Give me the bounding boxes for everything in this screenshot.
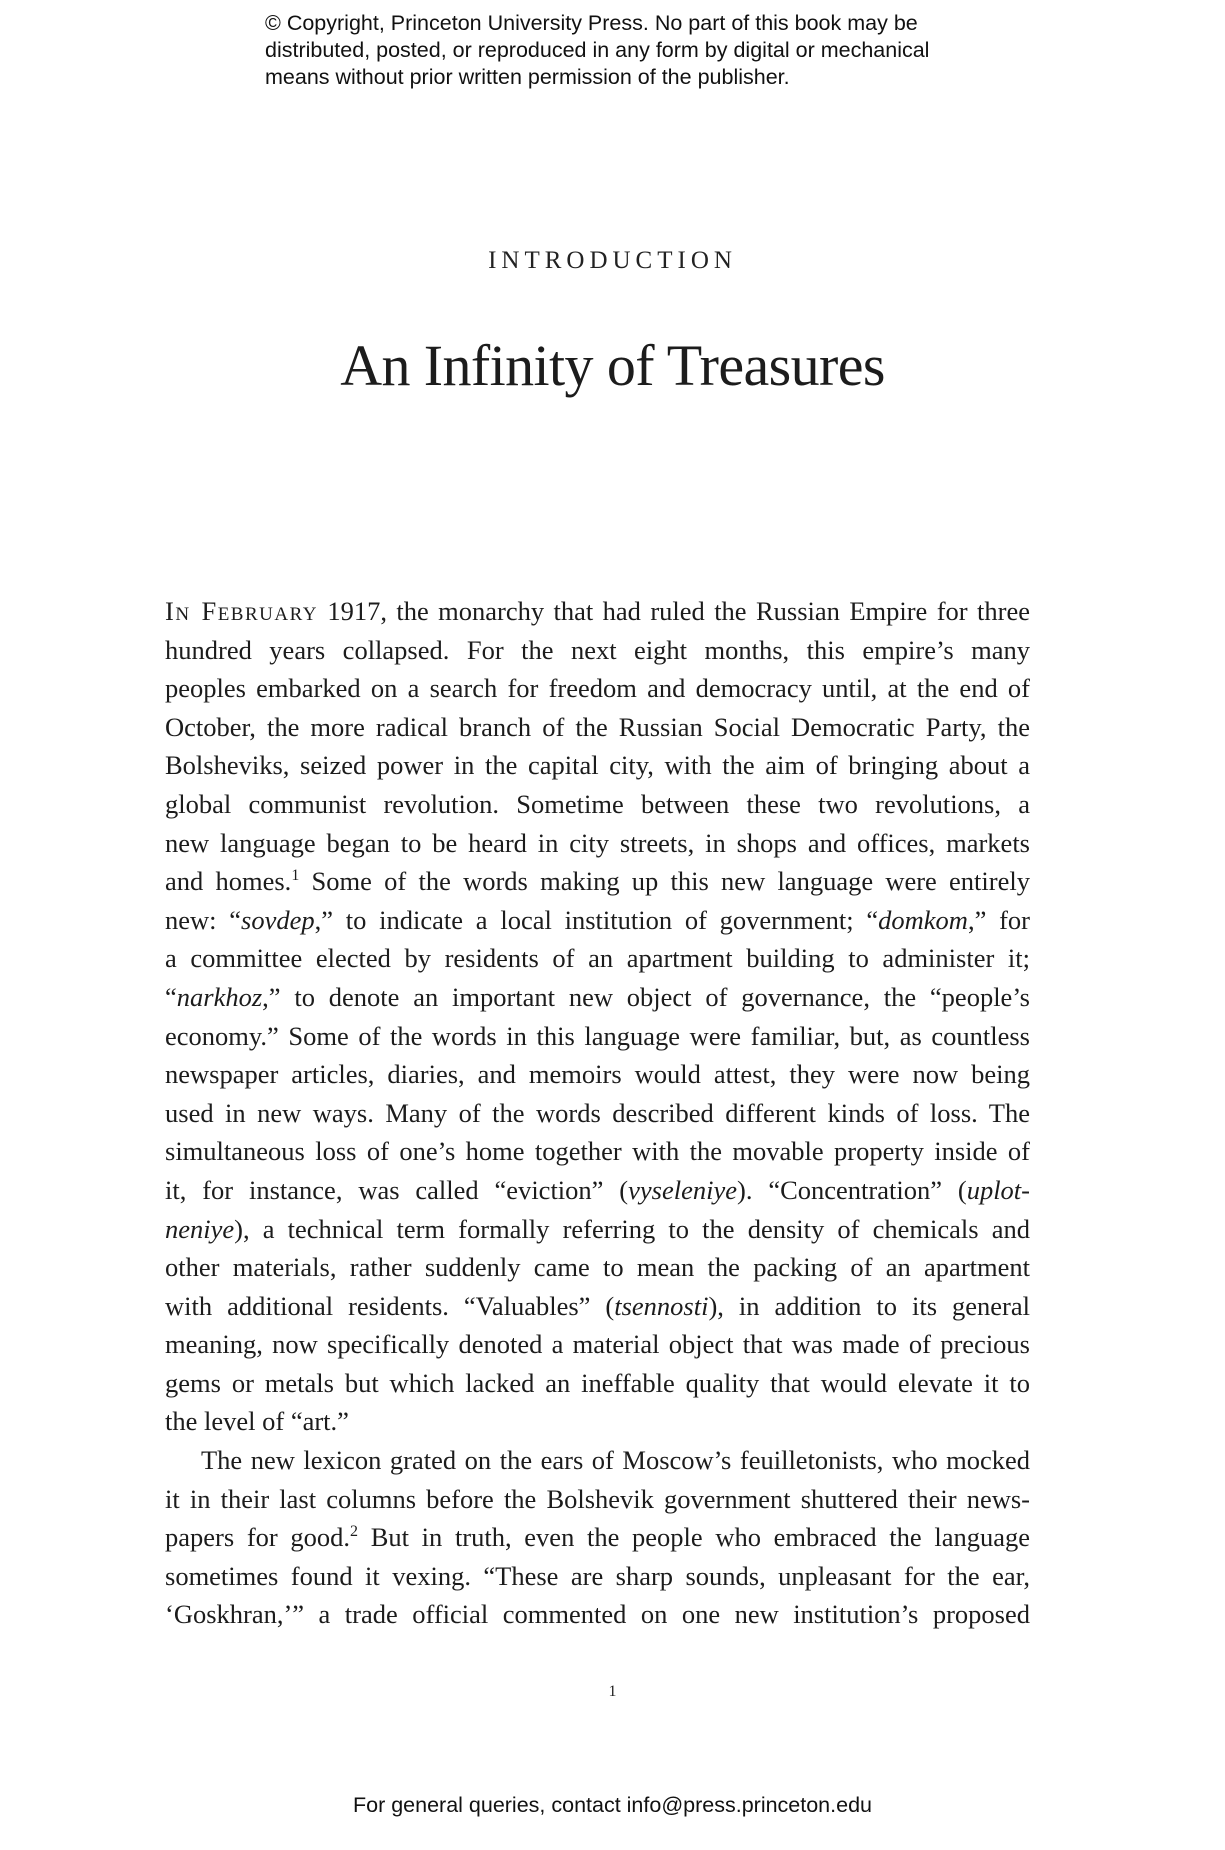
text-line [165, 592, 1030, 631]
text-span: “ [165, 981, 177, 1012]
text-line: peoples embarked on a search for freedom and democracy until, at the end of [165, 673, 1030, 704]
text-line [165, 1171, 1030, 1210]
text-span: new: “ [165, 904, 242, 935]
text-line: hundred years collapsed. For the next eight months, this empire’s many [165, 634, 1030, 665]
text-line [165, 1518, 1030, 1557]
text-span: ,” for [967, 904, 1030, 935]
italic-term: domkom [878, 904, 968, 935]
italic-term: vyseleniye [628, 1174, 738, 1205]
page-number: 1 [608, 1683, 617, 1700]
text-span: ), a technical term formally referring to the density of chemicals and [234, 1213, 1030, 1244]
text-line: other materials, rather suddenly came to mean the packing of an apartment [165, 1252, 1030, 1283]
text-span: and homes. [165, 866, 292, 897]
text-line [165, 978, 1030, 1017]
text-line: the level of “art.” [165, 1406, 349, 1437]
text-span: ). “Concentration” ( [737, 1174, 967, 1205]
copyright-line: © Copyright, Princeton University Press. No part of this book may be [265, 11, 918, 35]
text-line: it in their last columns before the Bolshevik government shuttered their news- [165, 1483, 1030, 1514]
footnote-marker: 1 [291, 867, 300, 885]
footer-contact: For general queries, contact info@press.princeton.edu [352, 1793, 872, 1817]
copyright-notice [265, 10, 1025, 91]
text-line: ‘Goskhran,’” a trade official commented on one new institution’s proposed [165, 1599, 1030, 1630]
italic-term: sovdep [241, 904, 315, 935]
chapter-label: INTRODUCTION [488, 247, 737, 274]
paragraph-2 [165, 1441, 1030, 1634]
text-line: The new lexicon grated on the ears of Moscow’s feuilletonists, who mocked [201, 1445, 1030, 1476]
text-line: a committee elected by residents of an apartment building to administer it; [165, 943, 1030, 974]
text-span: ,” to indicate a local institution of government; “ [314, 904, 879, 935]
text-span: But in truth, even the people who embraced the language [358, 1522, 1030, 1553]
italic-term: narkhoz [176, 981, 263, 1012]
text-span: with additional residents. “Valuables” ( [165, 1290, 615, 1321]
text-line: global communist revolution. Sometime between these two revolutions, a [165, 788, 1030, 819]
text-line: used in new ways. Many of the words described different kinds of loss. The [165, 1097, 1030, 1128]
text-span: it, for instance, was called “eviction” ( [165, 1174, 629, 1205]
chapter-title: An Infinity of Treasures [340, 333, 885, 398]
text-line [165, 1287, 1030, 1326]
text-span: 1917, the monarchy that had ruled the Russian Empire for three [317, 596, 1030, 626]
copyright-line: means without prior written permission of the publisher. [265, 65, 790, 89]
text-line: new language began to be heard in city streets, in shops and offices, markets [165, 827, 1030, 858]
text-line: meaning, now specifically denoted a material object that was made of precious [165, 1329, 1030, 1360]
text-line: economy.” Some of the words in this language were familiar, but, as countless [165, 1020, 1030, 1051]
text-line [165, 862, 1030, 901]
text-span: papers for good. [165, 1522, 351, 1553]
text-line: Bolsheviks, seized power in the capital city, with the aim of bringing about a [165, 750, 1030, 781]
text-line [165, 901, 1030, 940]
copyright-line: distributed, posted, or reproduced in any form by digital or mechanical [265, 38, 930, 62]
footnote-marker: 2 [350, 1523, 359, 1541]
text-line: newspaper articles, diaries, and memoirs would attest, they were now being [165, 1059, 1030, 1090]
text-line: October, the more radical branch of the Russian Social Democratic Party, the [165, 711, 1030, 742]
text-line: gems or metals but which lacked an ineffable quality that would elevate it to [165, 1367, 1030, 1398]
text-span: ,” to denote an important new object of governance, the “people’s [262, 981, 1030, 1012]
text-span: ), in addition to its general [708, 1290, 1030, 1321]
paragraph-1 [165, 592, 1030, 1441]
text-line [165, 1210, 1030, 1249]
text-line: sometimes found it vexing. “These are sharp sounds, unpleasant for the ear, [165, 1560, 1030, 1591]
italic-term: tsennosti [614, 1290, 709, 1321]
italic-term: uplot- [966, 1174, 1030, 1205]
italic-term: neniye [165, 1213, 235, 1244]
small-caps-opening: In February [165, 596, 318, 626]
text-line: simultaneous loss of one’s home together with the movable property inside of [165, 1136, 1030, 1167]
body-text [165, 592, 1030, 1634]
text-span: Some of the words making up this new language were entirely [299, 866, 1030, 897]
